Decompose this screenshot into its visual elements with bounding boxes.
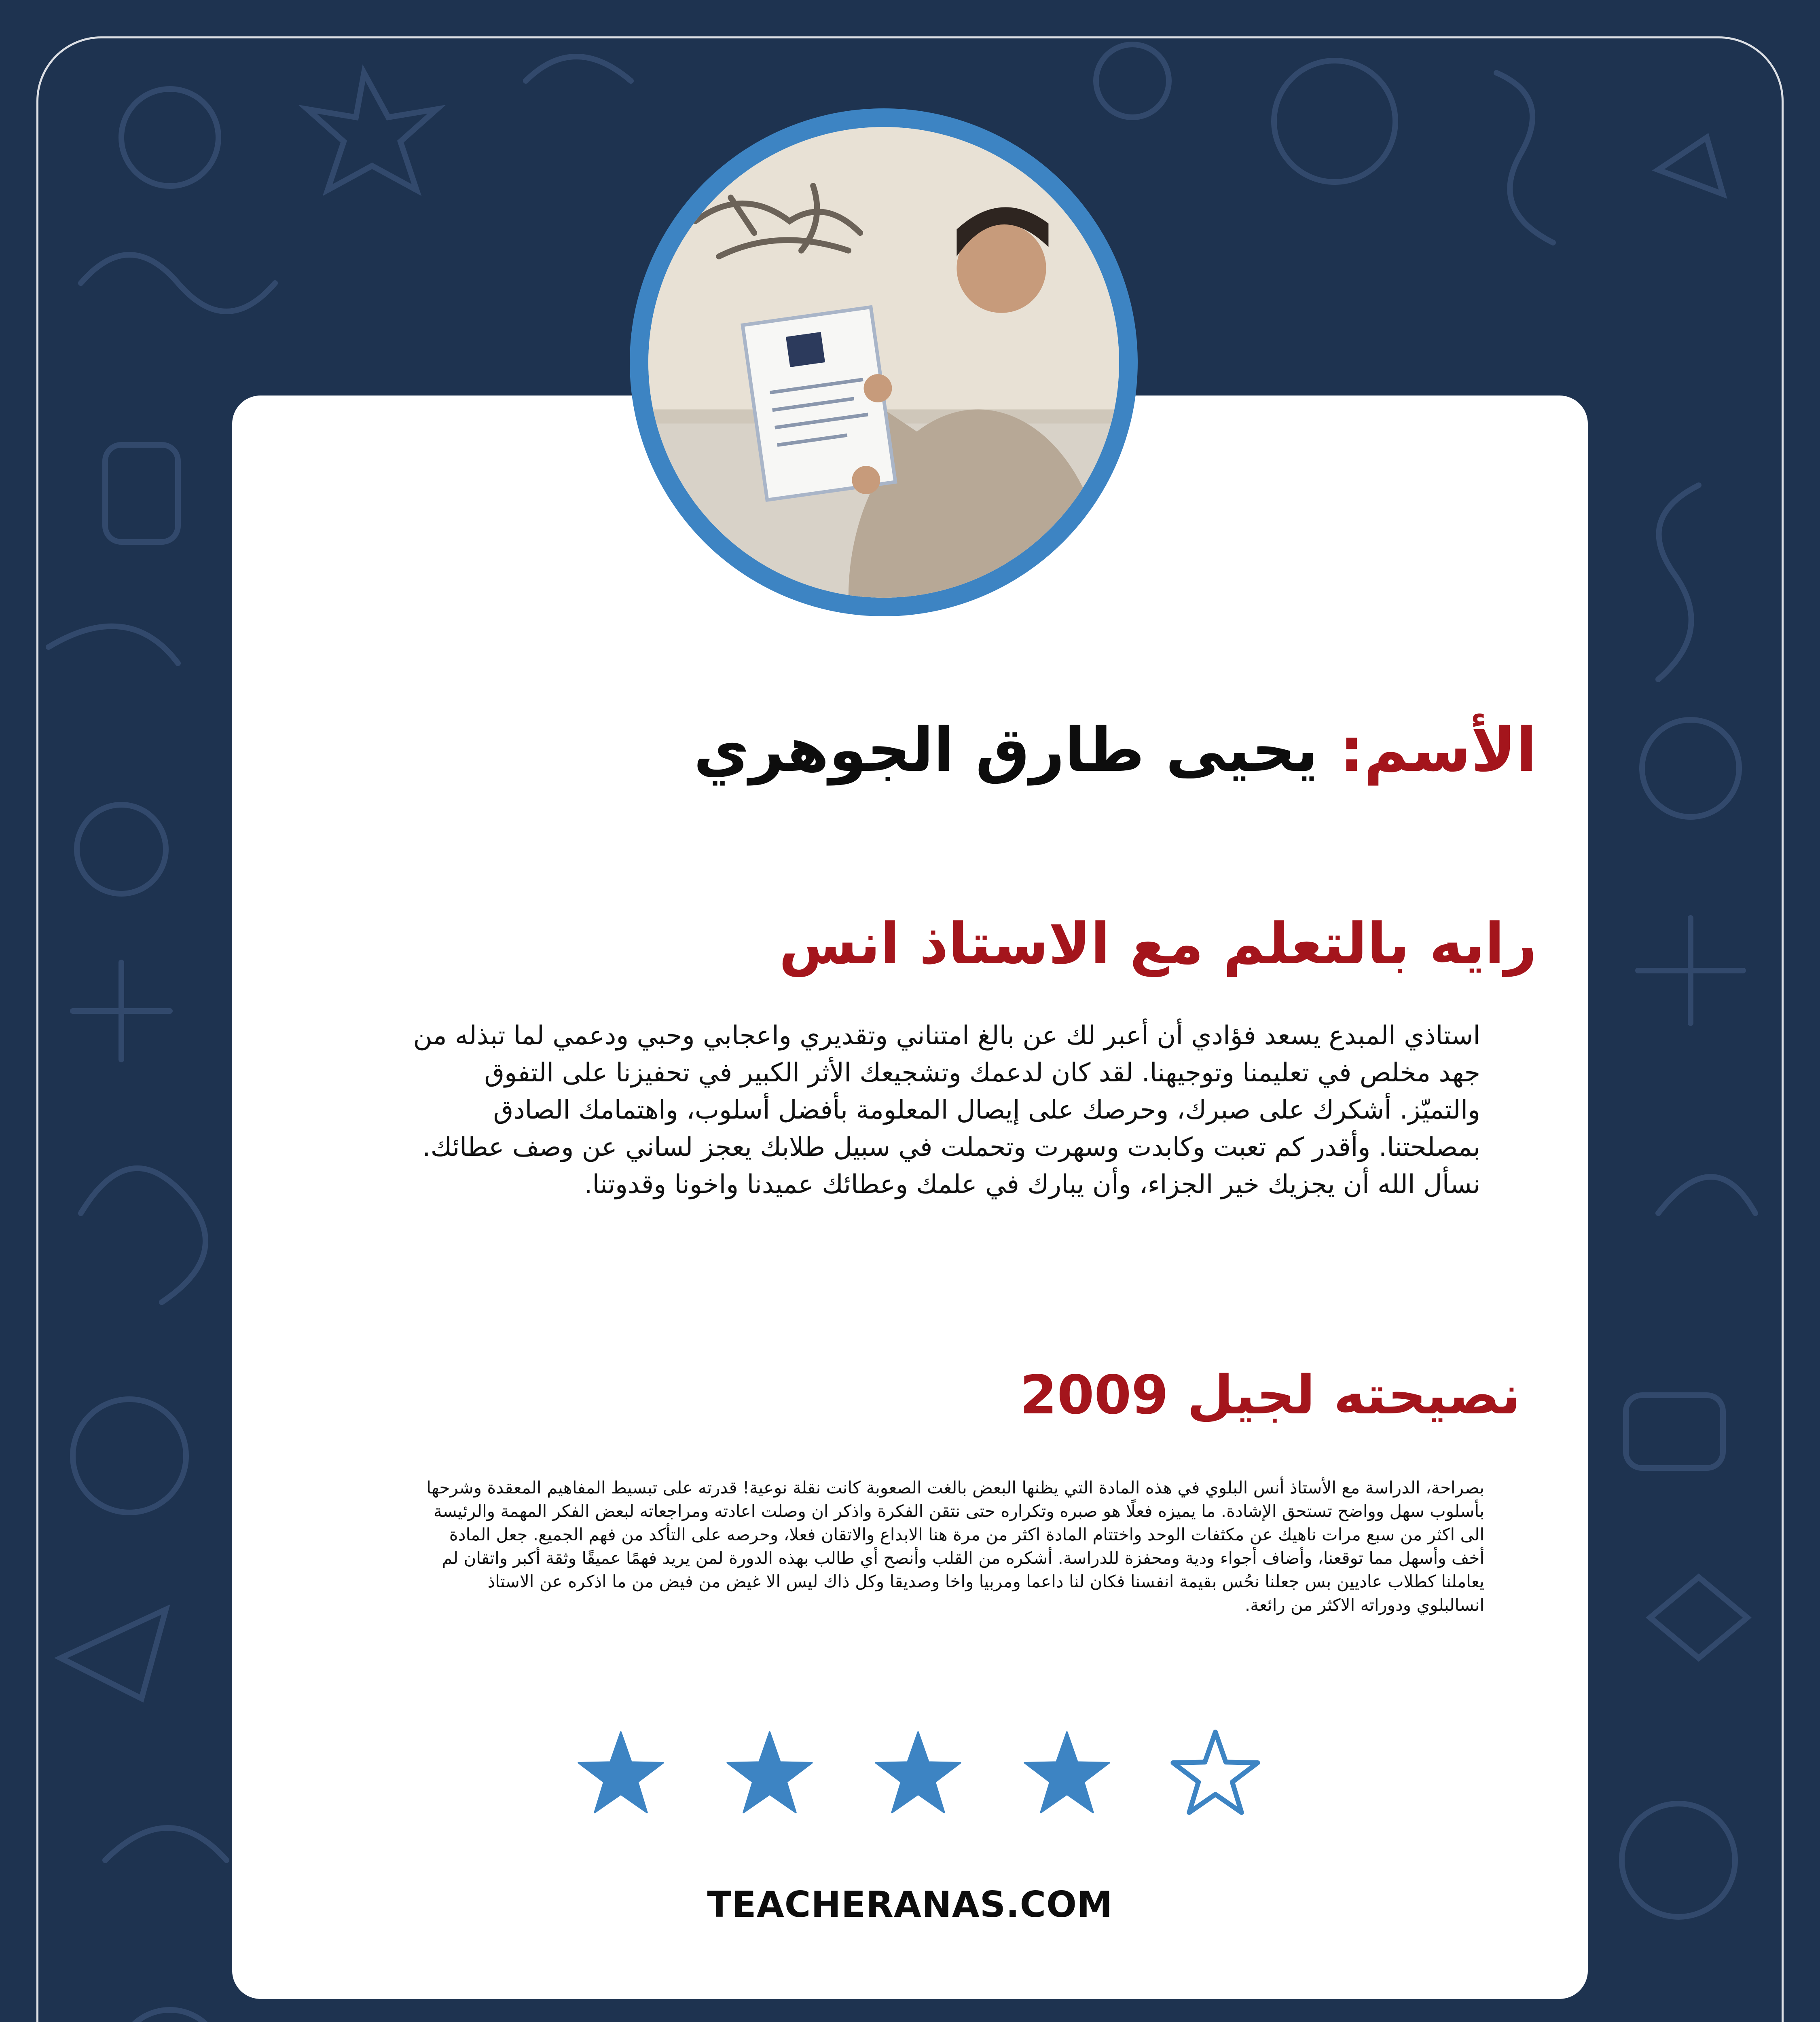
advice-text: بصراحة، الدراسة مع الأستاذ أنس البلوي في هذه المادة التي يظنها البعض بالغت الصعوبة كانت نقلة نوعية! قدرته على تبسيط المفاهيم المعقدة وشرحها بأسلوب سهل وواضح تستحق الإشادة. ما يميزه فعلًا هو صبره وتكراره حتى نتقن الفكرة واذكر ان وصلت اعادته ومراجعاته لبعض الفكر المهمة والرئيسة الى اكثر من سبع مرات ناهيك عن مكثفات الوحد واختتام المادة اكثر من مرة هنا الابداع والاتقان فعلا، وحرصه على التأكد من فهم الجميع. جعل المادة أخف وأسهل مما توقعنا، وأضاف أجواء ودية ومحفزة للدراسة. أشكره من القلب وأنصح أي طالب بهذه الدورة لمن يريد فهمًا عميقًا وثقة أكبر واتقان لم يعاملنا كطلاب عاديين بس جعلنا نحُس بقيمة انفسنا فكان لنا داعما ومربيا واخا وصديقا وكل ذاك ليس الا غيض من فيض من ما اذكره عن الاستاذ انسالبلوي ودوراته الاكثر من رائعة.: [426, 1478, 1484, 1615]
student-name-title: [283, 710, 1537, 791]
student-holding-certificate-photo: [648, 127, 1119, 598]
star-outline-icon: [1169, 1729, 1262, 1822]
star-filled-icon: [1020, 1729, 1113, 1822]
student-name: يحيى طارق الجوهري: [693, 715, 1318, 785]
star-rating: [574, 1729, 1262, 1822]
star-filled-icon: [574, 1729, 667, 1822]
student-avatar: [630, 108, 1138, 616]
star-filled-icon: [872, 1729, 965, 1822]
opinion-text: استاذي المبدع يسعد فؤادي أن أعبر لك عن بالغ امتناني وتقديري واعجابي وحبي ودعمي لما تبذله من جهد مخلص في تعليمنا وتوجيهنا. لقد كان لدعمك وتشجيعك الأثر الكبير في تحفيزنا على التفوق والتميّز. أشكرك على صبرك، وحرصك على إيصال المعلومة بأفضل أسلوب، واهتمامك الصادق بمصلحتنا. وأقدر كم تعبت وكابدت وسهرت وتحملت في سبيل طلابك يعجز لساني عن وصف عطائك. نسأل الله أن يجزيك خير الجزاء، وأن يبارك في علمك وعطائك عميدنا واخونا وقدوتنا.: [413, 1021, 1480, 1199]
advice-heading: نصيحته لجيل 2009: [1020, 1364, 1521, 1426]
opinion-heading: رايه بالتعلم مع الاستاذ انس: [779, 911, 1537, 977]
name-label: الأسم:: [1339, 715, 1537, 785]
star-filled-icon: [723, 1729, 816, 1822]
website-url[interactable]: TEACHERANAS.COM: [707, 1884, 1113, 1925]
